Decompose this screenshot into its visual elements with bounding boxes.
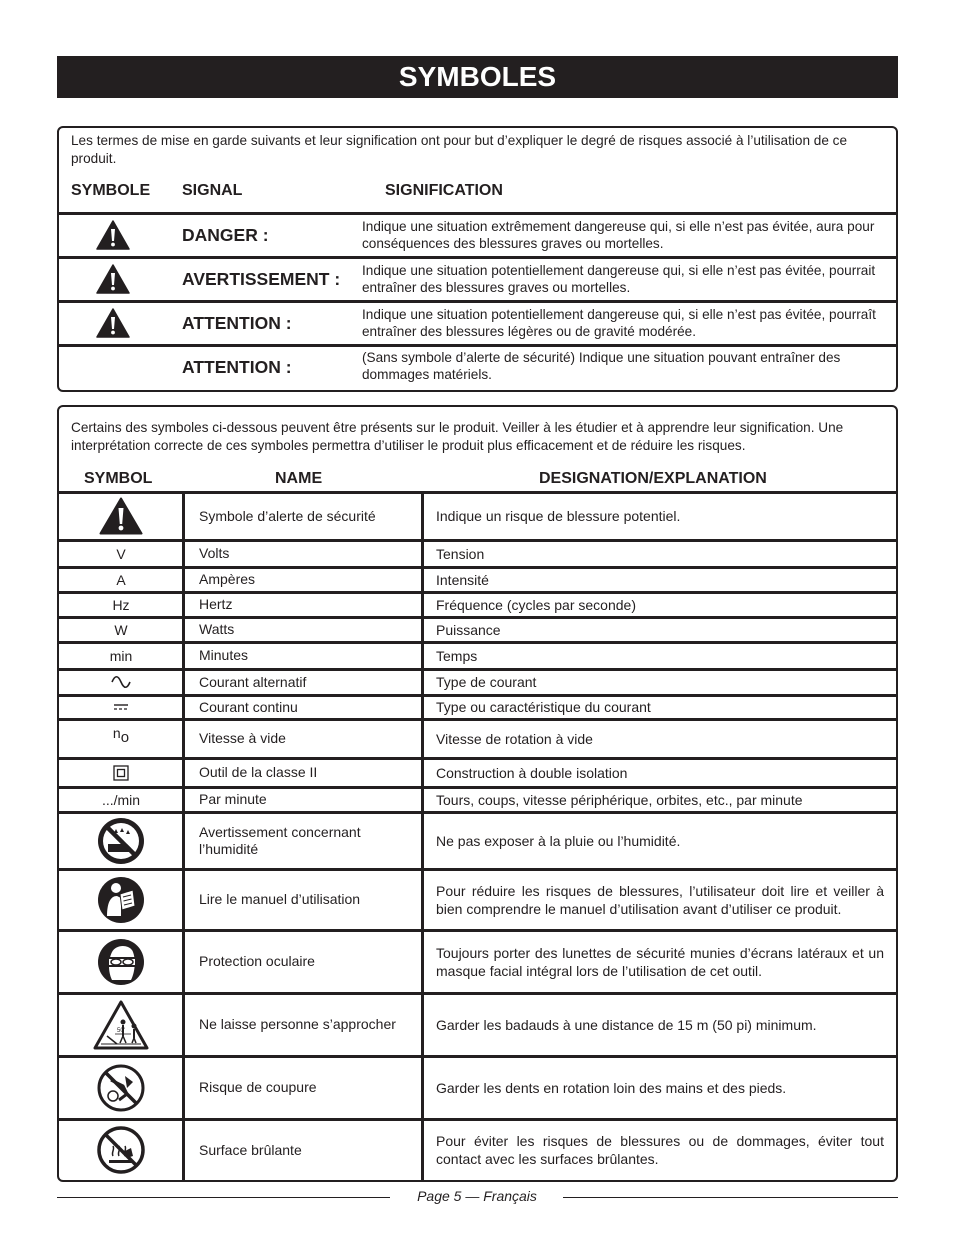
footer-rule-right [563,1197,898,1198]
warning-triangle-icon [96,220,130,250]
symbol-text: A [116,571,126,588]
table-row [59,568,896,591]
signal-row-attention [59,302,896,344]
header-designation: DESIGNATION/EXPLANATION [539,470,767,487]
symbol-desc: Intensité [436,571,489,588]
symbol-name: Minutes [199,647,249,663]
symbol-desc: Toujours porter des lunettes de sécurité munies d’écrans latéraux et un masque facial intégral lors de l’utilisation de cet outil. [436,944,884,979]
symbol-name: Par minute [199,791,267,807]
header-symbol: SYMBOL [84,470,153,487]
signal-label: DANGER : [182,225,269,245]
signal-intro: Les termes de mise en garde suivants et leur signification ont pour but d’expliquer le degré de risques associé à l’utilisation de ce produit. [71,133,848,166]
symbol-name: Ampères [199,571,256,587]
symbol-text: min [109,647,133,664]
safety-alert-icon [99,497,143,535]
signal-label: ATTENTION : [182,357,292,377]
table-row [59,618,896,641]
page-title: SYMBOLES [57,56,898,98]
signal-desc: Indique une situation potentiellement dangereuse qui, si elle n’est pas évitée, pourraît entraîner des blessures légères ou de gravité modérée. [362,307,876,339]
symbol-desc: Vitesse de rotation à vide [436,730,593,747]
symbol-name: Hertz [199,596,233,612]
symbol-name: Avertissement concernant l’humidité [199,823,361,857]
table-row [59,643,896,668]
table-row [59,493,896,539]
table-row [59,541,896,566]
symbol-desc: Tours, coups, vitesse périphérique, orbites, etc., par minute [436,791,803,808]
symbols-intro: Certains des symboles ci-dessous peuvent être présents sur le produit. Veiller à les étudier et à apprendre leur signification. Une interprétation correcte de ces symboles permettra d’utiliser le produit plus efficacement et de réduire les risques. [71,420,844,453]
table-row [59,593,896,616]
signal-words-box [57,126,898,392]
symbol-name: Courant alternatif [199,673,307,690]
signal-row-attention-property [59,346,896,390]
symbol-name: Ne laisse personne s’approcher [199,1016,396,1032]
header-symbole: SYMBOLE [71,182,151,199]
cutting-hazard-icon [97,1064,145,1112]
svg-text:50': 50' [117,1027,125,1034]
symbol-desc: Pour réduire les risques de blessures, l’utilisateur doit lire et veiller à bien comprendre le manuel d’utilisation avant d’utiliser ce produit. [436,882,884,917]
symbol-desc: Ne pas exposer à la pluie ou l’humidité. [436,832,681,849]
symbol-desc: Indique un risque de blessure potentiel. [436,508,681,524]
alternating-current-icon [110,675,132,689]
symbol-text: V [116,545,126,562]
table-row [59,1057,896,1118]
signal-label: ATTENTION : [182,313,292,333]
symbol-name: Outil de la classe II [199,764,318,780]
read-manual-icon [97,876,145,924]
warning-triangle-icon [96,308,130,338]
symbol-desc: Fréquence (cycles par seconde) [436,596,636,613]
symbol-name: Vitesse à vide [199,730,286,746]
header-signal: SIGNAL [182,182,243,199]
direct-current-icon [112,702,130,712]
table-row [59,670,896,694]
symbol-desc: Tension [436,545,485,562]
page-footer [392,1188,562,1204]
table-row [59,759,896,786]
symbol-desc: Puissance [436,621,501,638]
page-number: Page 5 [417,1188,462,1204]
symbol-name: Volts [199,545,230,561]
symbol-name: Protection oculaire [199,953,315,969]
table-row [59,870,896,929]
symbol-desc: Garder les badauds à une distance de 15 m (50 pi) minimum. [436,1016,817,1033]
symbol-desc: Garder les dents en rotation loin des mains et des pieds. [436,1079,787,1096]
symbol-desc: Pour éviter les risques de blessures ou de dommages, éviter tout contact avec les surfaces brûlantes. [436,1133,884,1167]
warning-triangle-icon [96,264,130,294]
symbol-text: .../min [101,791,141,808]
eye-protection-icon [97,938,145,986]
symbol-desc: Type ou caractéristique du courant [436,699,651,715]
table-row [59,813,896,868]
symbol-name: Risque de coupure [199,1079,317,1095]
symbol-text: W [114,621,128,638]
hot-surface-icon [97,1126,145,1174]
signal-row-avertissement [59,258,896,300]
signal-desc: Indique une situation extrêmement dangereuse qui, si elle n’est pas évitée, aura pour conséquences des blessures graves ou mortelles. [362,219,875,251]
table-row [59,994,896,1055]
table-row [59,720,896,757]
signal-desc: Indique une situation potentiellement dangereuse qui, si elle n’est pas évitée, pourrait entraîner des blessures graves ou mortelles. [362,263,876,295]
symbol-name: Lire le manuel d’utilisation [199,891,361,907]
signal-row-danger [59,214,896,256]
table-row [59,788,896,811]
symbols-box [57,405,898,1182]
keep-bystanders-away-icon [93,1000,149,1050]
symbol-desc: Temps [436,647,478,664]
table-row [59,931,896,992]
symbol-name: Courant continu [199,698,298,715]
header-name: NAME [275,470,323,487]
wet-conditions-icon [97,817,145,865]
symbol-name: Symbole d’alerte de sécurité [199,507,376,524]
signal-desc: (Sans symbole d’alerte de sécurité) Indique une situation pouvant entraîner des dommages matériels. [362,350,841,382]
symbol-desc: Type de courant [436,674,537,690]
footer-rule-left [57,1197,390,1198]
symbol-desc: Construction à double isolation [436,764,628,781]
header-signification: SIGNIFICATION [385,182,503,199]
symbol-name: Watts [199,621,235,637]
signal-label: AVERTISSEMENT : [182,269,341,289]
class-ii-tool-icon [113,765,129,781]
symbol-name: Surface brûlante [199,1141,302,1158]
footer-language: — Français [465,1188,537,1204]
table-row [59,1120,896,1180]
symbol-text: Hz [112,596,130,613]
table-row [59,696,896,718]
no-load-speed-icon: no [112,725,130,746]
